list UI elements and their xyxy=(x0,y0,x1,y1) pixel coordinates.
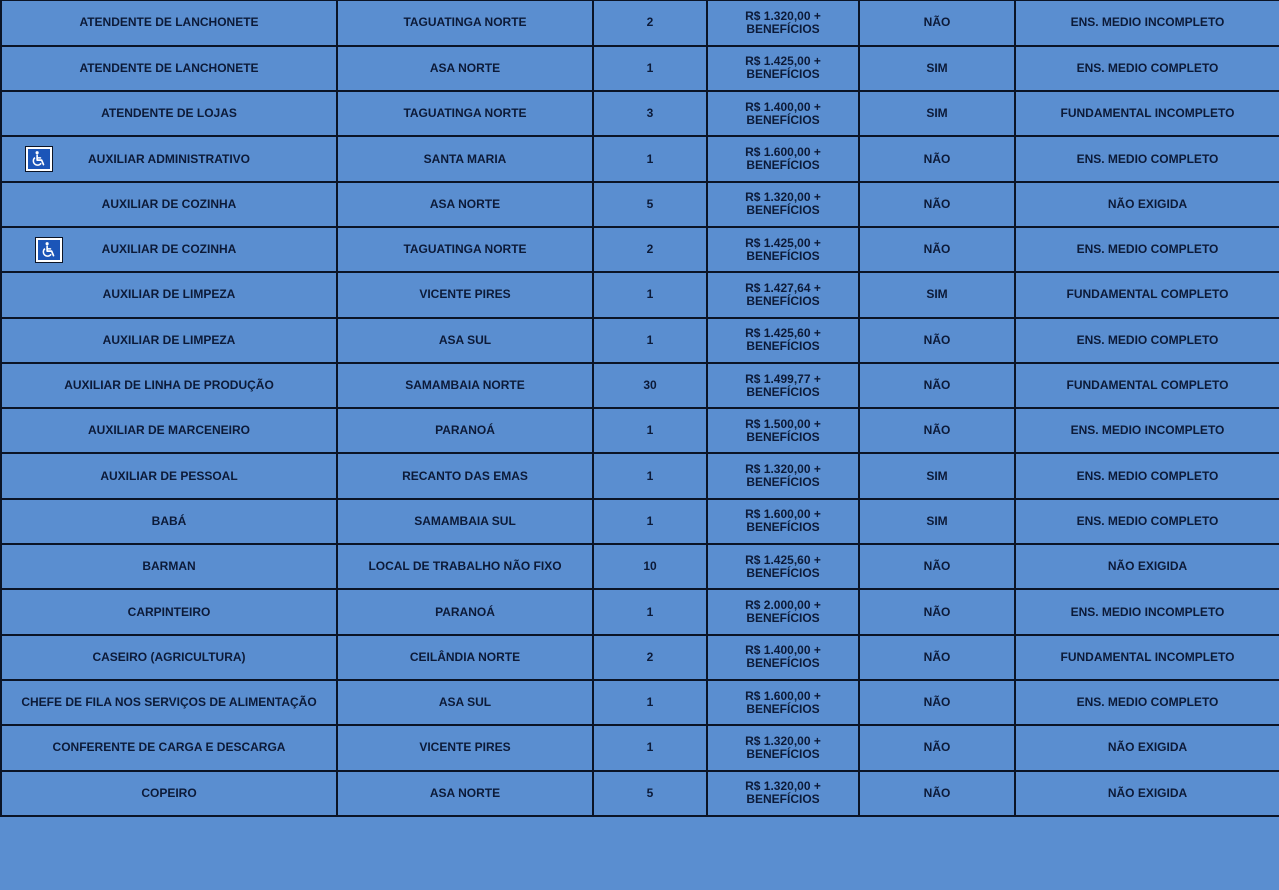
salary-amount: R$ 1.400,00 + xyxy=(745,99,821,114)
vacancies-cell xyxy=(593,91,707,136)
vacancy-count: 1 xyxy=(646,604,654,619)
salary-benefits: BENEFÍCIOS xyxy=(746,384,820,399)
vacancies-cell xyxy=(593,227,707,272)
vacancy-count: 1 xyxy=(646,151,654,166)
salary-benefits: BENEFÍCIOS xyxy=(746,203,820,218)
job-title-cell xyxy=(1,227,337,272)
table-row xyxy=(1,363,1279,408)
location-cell xyxy=(337,91,593,136)
education-cell xyxy=(1015,771,1279,816)
salary-benefits: BENEFÍCIOS xyxy=(746,746,820,761)
salary-benefits: BENEFÍCIOS xyxy=(746,520,820,535)
experience-required: NÃO xyxy=(923,649,951,664)
salary-cell xyxy=(707,408,859,453)
job-vacancies-body xyxy=(1,1,1279,816)
salary-cell xyxy=(707,771,859,816)
vacancies-cell xyxy=(593,589,707,634)
job-title: ATENDENTE DE LOJAS xyxy=(101,106,237,121)
job-title: AUXILIAR DE MARCENEIRO xyxy=(87,423,250,438)
experience-cell xyxy=(859,499,1015,544)
salary-amount: R$ 1.425,00 + xyxy=(745,54,821,69)
salary-amount: R$ 1.425,00 + xyxy=(745,235,821,250)
education-cell xyxy=(1015,544,1279,589)
salary-amount: R$ 1.425,60 + xyxy=(745,552,821,567)
vacancy-count: 1 xyxy=(646,740,654,755)
education-level: NÃO EXIGIDA xyxy=(1107,740,1188,755)
salary-amount: R$ 1.600,00 + xyxy=(745,688,821,703)
vacancies-cell xyxy=(593,272,707,317)
salary-cell xyxy=(707,136,859,181)
salary-amount: R$ 1.320,00 + xyxy=(745,779,821,794)
education-level: ENS. MEDIO COMPLETO xyxy=(1076,513,1219,528)
vacancies-cell xyxy=(593,408,707,453)
education-level: FUNDAMENTAL COMPLETO xyxy=(1066,287,1229,302)
salary-amount: R$ 2.000,00 + xyxy=(745,598,821,612)
salary-cell xyxy=(707,589,859,634)
location-cell xyxy=(337,136,593,181)
work-location: ASA SUL xyxy=(438,332,492,347)
job-title: BABÁ xyxy=(151,513,187,528)
location-cell xyxy=(337,227,593,272)
experience-required: NÃO xyxy=(923,242,951,257)
experience-cell xyxy=(859,136,1015,181)
education-cell xyxy=(1015,725,1279,770)
job-title-cell xyxy=(1,499,337,544)
experience-cell xyxy=(859,272,1015,317)
location-cell xyxy=(337,1,593,46)
job-title: BARMAN xyxy=(142,559,196,574)
vacancy-count: 30 xyxy=(643,378,657,393)
experience-cell xyxy=(859,408,1015,453)
work-location: LOCAL DE TRABALHO NÃO FIXO xyxy=(368,559,562,574)
experience-required: NÃO xyxy=(923,559,951,574)
experience-required: NÃO xyxy=(923,423,951,438)
location-cell xyxy=(337,725,593,770)
salary-cell xyxy=(707,363,859,408)
education-cell xyxy=(1015,318,1279,363)
experience-cell xyxy=(859,182,1015,227)
job-title-cell xyxy=(1,182,337,227)
education-level: ENS. MEDIO INCOMPLETO xyxy=(1070,15,1225,30)
salary-benefits: BENEFÍCIOS xyxy=(746,248,820,263)
job-title-cell xyxy=(1,771,337,816)
job-title-cell xyxy=(1,680,337,725)
education-level: FUNDAMENTAL COMPLETO xyxy=(1066,378,1229,393)
job-title-cell xyxy=(1,408,337,453)
salary-benefits: BENEFÍCIOS xyxy=(746,293,820,308)
education-level: NÃO EXIGIDA xyxy=(1107,196,1188,211)
education-level: ENS. MEDIO INCOMPLETO xyxy=(1070,604,1225,619)
vacancy-count: 1 xyxy=(646,60,654,75)
salary-cell xyxy=(707,227,859,272)
location-cell xyxy=(337,771,593,816)
vacancy-count: 1 xyxy=(646,423,654,438)
salary-amount: R$ 1.499,77 + xyxy=(745,371,821,386)
job-title: AUXILIAR DE LINHA DE PRODUÇÃO xyxy=(64,378,274,393)
work-location: TAGUATINGA NORTE xyxy=(403,106,527,121)
education-level: ENS. MEDIO INCOMPLETO xyxy=(1070,423,1225,438)
job-title: CHEFE DE FILA NOS SERVIÇOS DE ALIMENTAÇÃO xyxy=(21,695,317,710)
education-level: ENS. MEDIO COMPLETO xyxy=(1076,151,1219,166)
location-cell xyxy=(337,408,593,453)
salary-benefits: BENEFÍCIOS xyxy=(746,792,820,807)
location-cell xyxy=(337,272,593,317)
vacancy-count: 2 xyxy=(646,15,654,30)
salary-benefits: BENEFÍCIOS xyxy=(746,429,820,444)
salary-benefits: BENEFÍCIOS xyxy=(746,565,820,580)
job-title: COPEIRO xyxy=(141,785,197,800)
salary-benefits: BENEFÍCIOS xyxy=(746,67,820,82)
salary-cell xyxy=(707,46,859,91)
vacancy-count: 1 xyxy=(646,695,654,710)
job-title-cell xyxy=(1,589,337,634)
job-title: CONFERENTE DE CARGA E DESCARGA xyxy=(52,740,286,755)
work-location: ASA SUL xyxy=(438,695,492,710)
education-level: ENS. MEDIO COMPLETO xyxy=(1076,695,1219,710)
experience-required: SIM xyxy=(926,513,948,528)
table-row xyxy=(1,635,1279,680)
wheelchair-accessibility-icon xyxy=(26,147,52,171)
experience-required: NÃO xyxy=(923,332,951,347)
table-row xyxy=(1,589,1279,634)
job-title: AUXILIAR DE PESSOAL xyxy=(100,468,238,483)
vacancy-count: 3 xyxy=(646,106,654,121)
salary-benefits: BENEFÍCIOS xyxy=(746,475,820,490)
education-cell xyxy=(1015,363,1279,408)
table-row xyxy=(1,453,1279,498)
table-row xyxy=(1,227,1279,272)
experience-cell xyxy=(859,635,1015,680)
salary-amount: R$ 1.400,00 + xyxy=(745,643,821,658)
education-cell xyxy=(1015,589,1279,634)
education-cell xyxy=(1015,680,1279,725)
salary-cell xyxy=(707,635,859,680)
education-cell xyxy=(1015,136,1279,181)
education-level: ENS. MEDIO COMPLETO xyxy=(1076,332,1219,347)
salary-cell xyxy=(707,725,859,770)
location-cell xyxy=(337,318,593,363)
table-row xyxy=(1,408,1279,453)
job-title-cell xyxy=(1,635,337,680)
job-title-cell xyxy=(1,544,337,589)
vacancy-count: 2 xyxy=(646,242,654,257)
vacancies-cell xyxy=(593,318,707,363)
salary-benefits: BENEFÍCIOS xyxy=(746,656,820,671)
vacancy-count: 5 xyxy=(646,196,654,211)
table-row xyxy=(1,771,1279,816)
vacancy-count: 2 xyxy=(646,649,654,664)
vacancy-count: 1 xyxy=(646,513,654,528)
experience-required: NÃO xyxy=(923,378,951,393)
salary-amount: R$ 1.320,00 + xyxy=(745,462,821,477)
salary-benefits: BENEFÍCIOS xyxy=(746,112,820,127)
experience-required: NÃO xyxy=(923,785,951,800)
work-location: TAGUATINGA NORTE xyxy=(403,242,527,257)
job-title-cell xyxy=(1,725,337,770)
job-title: ATENDENTE DE LANCHONETE xyxy=(79,60,259,75)
job-title-cell xyxy=(1,46,337,91)
work-location: VICENTE PIRES xyxy=(419,287,511,302)
experience-cell xyxy=(859,46,1015,91)
job-title-cell xyxy=(1,318,337,363)
vacancy-count: 5 xyxy=(646,785,654,800)
education-cell xyxy=(1015,408,1279,453)
salary-cell xyxy=(707,91,859,136)
vacancies-cell xyxy=(593,453,707,498)
experience-required: SIM xyxy=(926,287,948,302)
job-title-cell xyxy=(1,453,337,498)
education-cell xyxy=(1015,182,1279,227)
experience-required: SIM xyxy=(926,60,948,75)
job-title: CASEIRO (AGRICULTURA) xyxy=(92,649,246,664)
education-level: ENS. MEDIO COMPLETO xyxy=(1076,60,1219,75)
education-level: FUNDAMENTAL INCOMPLETO xyxy=(1060,106,1235,121)
vacancies-cell xyxy=(593,1,707,46)
wheelchair-accessibility-icon xyxy=(36,238,62,262)
education-cell xyxy=(1015,46,1279,91)
experience-cell xyxy=(859,589,1015,634)
work-location: PARANOÁ xyxy=(435,423,495,438)
experience-required: NÃO xyxy=(923,695,951,710)
vacancies-cell xyxy=(593,363,707,408)
job-title: AUXILIAR ADMINISTRATIVO xyxy=(88,151,250,166)
vacancies-cell xyxy=(593,46,707,91)
vacancies-cell xyxy=(593,635,707,680)
job-title: ATENDENTE DE LANCHONETE xyxy=(79,15,259,30)
vacancies-cell xyxy=(593,136,707,181)
work-location: TAGUATINGA NORTE xyxy=(403,15,527,30)
experience-cell xyxy=(859,453,1015,498)
work-location: SAMAMBAIA NORTE xyxy=(405,378,525,393)
experience-cell xyxy=(859,680,1015,725)
experience-required: NÃO xyxy=(923,196,951,211)
location-cell xyxy=(337,453,593,498)
table-row xyxy=(1,272,1279,317)
job-title-cell xyxy=(1,272,337,317)
location-cell xyxy=(337,363,593,408)
salary-benefits: BENEFÍCIOS xyxy=(746,158,820,173)
salary-benefits: BENEFÍCIOS xyxy=(746,701,820,716)
work-location: SANTA MARIA xyxy=(423,151,507,166)
salary-amount: R$ 1.425,60 + xyxy=(745,326,821,341)
vacancies-cell xyxy=(593,182,707,227)
experience-cell xyxy=(859,91,1015,136)
work-location: ASA NORTE xyxy=(429,60,501,75)
work-location: CEILÂNDIA NORTE xyxy=(409,649,521,664)
education-level: NÃO EXIGIDA xyxy=(1107,559,1188,574)
table-row xyxy=(1,725,1279,770)
table-row xyxy=(1,680,1279,725)
salary-cell xyxy=(707,680,859,725)
experience-required: NÃO xyxy=(923,604,951,619)
experience-cell xyxy=(859,363,1015,408)
location-cell xyxy=(337,680,593,725)
vacancies-cell xyxy=(593,499,707,544)
experience-cell xyxy=(859,318,1015,363)
salary-cell xyxy=(707,453,859,498)
vacancy-count: 10 xyxy=(643,559,657,574)
education-cell xyxy=(1015,499,1279,544)
education-cell xyxy=(1015,635,1279,680)
location-cell xyxy=(337,589,593,634)
experience-required: SIM xyxy=(926,106,948,121)
location-cell xyxy=(337,544,593,589)
education-level: ENS. MEDIO COMPLETO xyxy=(1076,468,1219,483)
salary-cell xyxy=(707,318,859,363)
experience-required: NÃO xyxy=(923,151,951,166)
salary-cell xyxy=(707,1,859,46)
salary-amount: R$ 1.320,00 + xyxy=(745,8,821,23)
job-title-cell xyxy=(1,136,337,181)
salary-benefits: BENEFÍCIOS xyxy=(746,339,820,354)
location-cell xyxy=(337,499,593,544)
job-title: AUXILIAR DE COZINHA xyxy=(101,196,237,211)
table-row xyxy=(1,136,1279,181)
job-title-cell xyxy=(1,363,337,408)
table-row xyxy=(1,46,1279,91)
education-cell xyxy=(1015,1,1279,46)
salary-amount: R$ 1.500,00 + xyxy=(745,416,821,431)
experience-required: NÃO xyxy=(923,15,951,30)
vacancies-cell xyxy=(593,544,707,589)
table-row xyxy=(1,499,1279,544)
salary-cell xyxy=(707,272,859,317)
education-cell xyxy=(1015,91,1279,136)
vacancies-cell xyxy=(593,680,707,725)
location-cell xyxy=(337,182,593,227)
vacancy-count: 1 xyxy=(646,332,654,347)
job-title-cell xyxy=(1,91,337,136)
job-title-cell xyxy=(1,1,337,46)
salary-amount: R$ 1.320,00 + xyxy=(745,733,821,748)
vacancies-cell xyxy=(593,771,707,816)
salary-amount: R$ 1.600,00 + xyxy=(745,507,821,522)
table-row xyxy=(1,182,1279,227)
experience-cell xyxy=(859,771,1015,816)
experience-required: NÃO xyxy=(923,740,951,755)
job-title: AUXILIAR DE COZINHA xyxy=(101,242,237,257)
table-row xyxy=(1,1,1279,46)
salary-amount: R$ 1.320,00 + xyxy=(745,190,821,205)
work-location: RECANTO DAS EMAS xyxy=(402,468,528,483)
education-cell xyxy=(1015,272,1279,317)
experience-cell xyxy=(859,1,1015,46)
experience-cell xyxy=(859,544,1015,589)
table-row xyxy=(1,91,1279,136)
salary-cell xyxy=(707,182,859,227)
education-cell xyxy=(1015,227,1279,272)
education-level: NÃO EXIGIDA xyxy=(1107,785,1188,800)
education-level: FUNDAMENTAL INCOMPLETO xyxy=(1060,649,1235,664)
work-location: SAMAMBAIA SUL xyxy=(414,513,516,528)
work-location: PARANOÁ xyxy=(435,604,495,619)
vacancy-count: 1 xyxy=(646,287,654,302)
work-location: ASA NORTE xyxy=(429,785,501,800)
education-cell xyxy=(1015,453,1279,498)
work-location: VICENTE PIRES xyxy=(419,740,511,755)
education-level: ENS. MEDIO COMPLETO xyxy=(1076,242,1219,257)
location-cell xyxy=(337,635,593,680)
table-row xyxy=(1,544,1279,589)
job-title: AUXILIAR DE LIMPEZA xyxy=(102,287,236,302)
experience-cell xyxy=(859,725,1015,770)
salary-benefits: BENEFÍCIOS xyxy=(746,611,820,625)
salary-benefits: BENEFÍCIOS xyxy=(746,21,820,36)
job-title: AUXILIAR DE LIMPEZA xyxy=(102,332,236,347)
vacancy-count: 1 xyxy=(646,468,654,483)
experience-cell xyxy=(859,227,1015,272)
salary-amount: R$ 1.600,00 + xyxy=(745,145,821,160)
experience-required: SIM xyxy=(926,468,948,483)
table-row xyxy=(1,318,1279,363)
salary-cell xyxy=(707,544,859,589)
work-location: ASA NORTE xyxy=(429,196,501,211)
salary-cell xyxy=(707,499,859,544)
vacancies-cell xyxy=(593,725,707,770)
salary-amount: R$ 1.427,64 + xyxy=(745,280,821,295)
job-title: CARPINTEIRO xyxy=(127,604,211,619)
location-cell xyxy=(337,46,593,91)
